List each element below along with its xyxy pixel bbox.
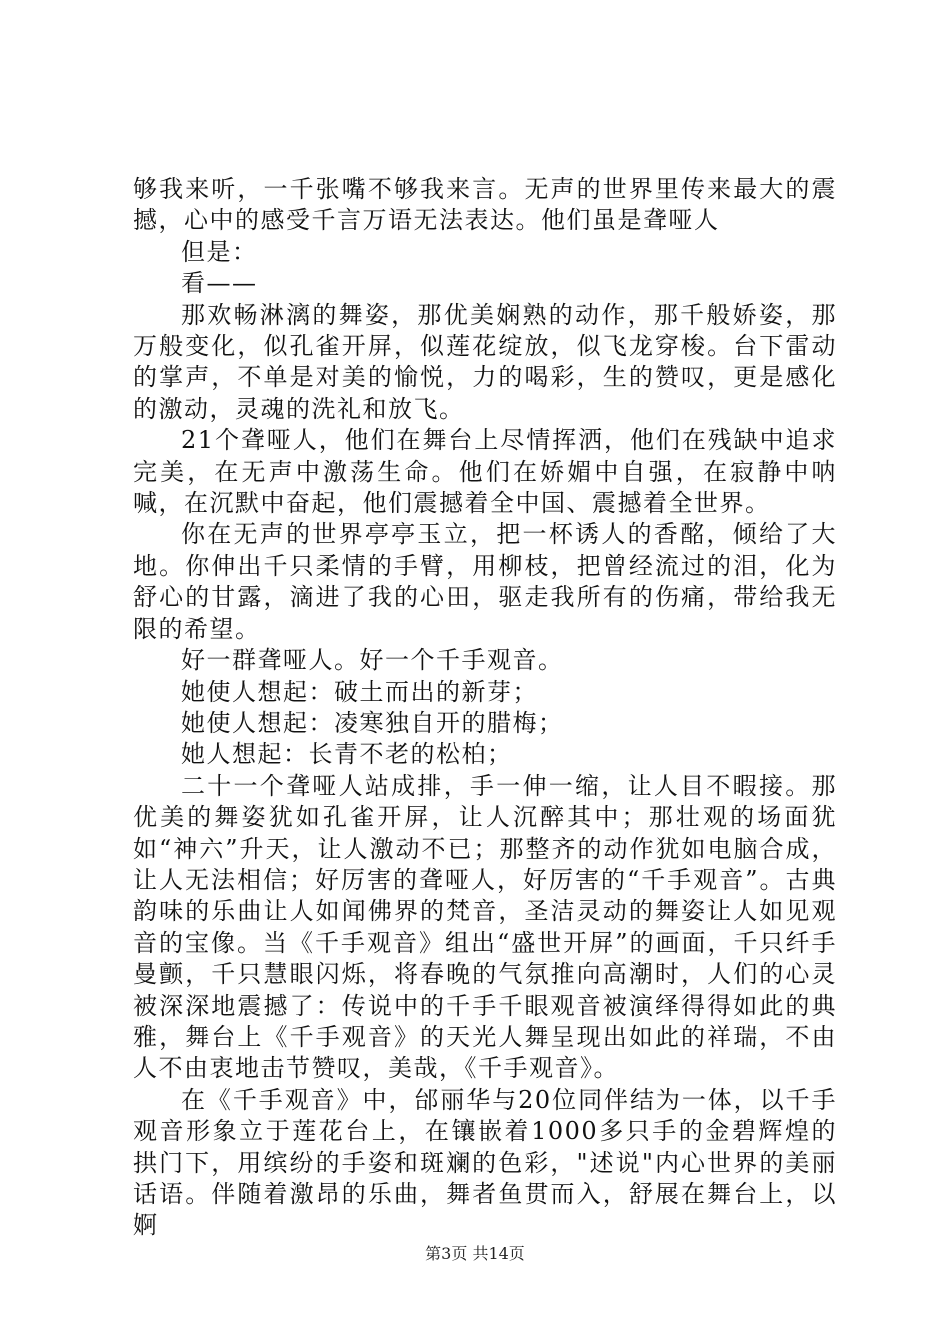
paragraph: 看——	[181, 269, 258, 298]
paragraph: 够我来听，一千张嘴不够我来言。无声的世界里传来最大的震撼，心中的感受千言万语无法表达。他们虽是聋哑人	[133, 175, 837, 235]
paragraph: 二十一个聋哑人站成排，手一伸一缩，让人目不暇接。那优美的舞姿犹如孔雀开屏，让人沉醉其中；那壮观的场面犹如“神六”升天，让人激动不已；那整齐的动作犹如电脑合成，让人无法相信；好厉害的聋哑人，好厉害的“千手观音”。古典韵味的乐曲让人如闻佛界的梵音，圣洁灵动的舞姿让人如见观音的宝像。当《千手观音》组出“盛世开屏”的画面，千只纤手曼颤，千只慧眼闪烁，将春晚的气氛推向高潮时，人们的心灵被深深地震撼了：传说中的千手千眼观音被演绎得得如此的典雅，舞台上《千手观音》的天光人舞呈现出如此的祥瑞，不由人不由衷地击节赞叹，美哉，《千手观音》。	[133, 771, 837, 1083]
paragraph: 那欢畅淋漓的舞姿，那优美娴熟的动作，那千般娇姿，那万般变化，似孔雀开屏，似莲花绽放，似飞龙穿梭。台下雷动的掌声，不单是对美的愉悦，力的喝彩，生的赞叹，更是感化的激动，灵魂的洗礼和放飞。	[133, 300, 837, 423]
body-text	[133, 174, 837, 1242]
paragraph: 她人想起：长青不老的松柏；	[181, 740, 513, 769]
page-footer	[0, 1244, 950, 1264]
paragraph: 她使人想起：凌寒独自开的腊梅；	[181, 708, 564, 737]
paragraph: 好一群聋哑人。好一个千手观音。	[181, 646, 564, 675]
paragraph: 21个聋哑人，他们在舞台上尽情挥洒，他们在残缺中追求完美，在无声中激荡生命。他们在娇媚中自强，在寂静中呐喊，在沉默中奋起，他们震撼着全中国、震撼着全世界。	[133, 426, 837, 518]
paragraph: 你在无声的世界亭亭玉立，把一杯诱人的香酩，倾给了大地。你伸出千只柔情的手臂，用柳枝，把曾经流过的泪，化为舒心的甘露，滴进了我的心田，驱走我所有的伤痛，带给我无限的希望。	[133, 520, 837, 643]
paragraph: 她使人想起：破土而出的新芽；	[181, 677, 538, 706]
paragraph: 在《千手观音》中，邰丽华与20位同伴结为一体，以千手观音形象立于莲花台上，在镶嵌着1000多只手的金碧辉煌的拱门下，用缤纷的手姿和斑斓的色彩，"述说"内心世界的美丽话语。伴随着激昂的乐曲，舞者鱼贯而入，舒展在舞台上，以婀	[133, 1085, 837, 1240]
page-number: 第3页 共14页	[425, 1244, 525, 1263]
paragraph: 但是：	[181, 237, 258, 266]
